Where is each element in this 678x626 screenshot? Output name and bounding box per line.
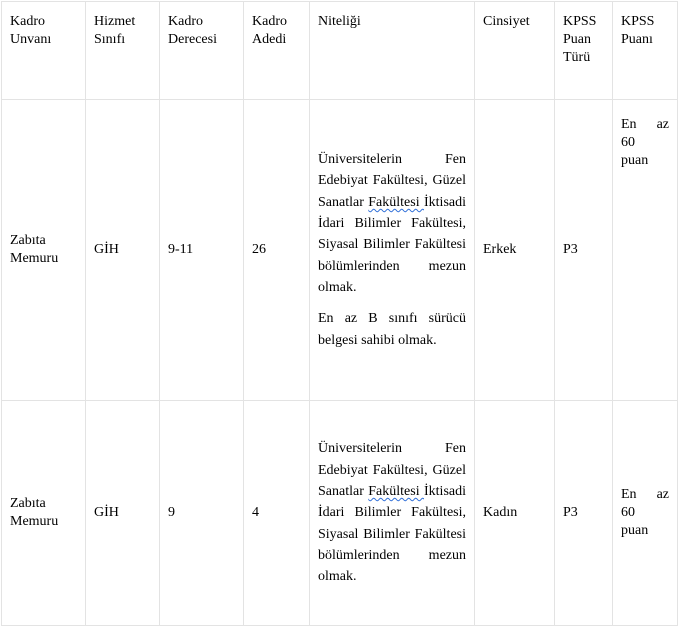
kpss-puani-unit: puan [621,153,649,168]
cell-niteligi [310,401,475,626]
header-cinsiyet: Cinsiyet [475,2,555,100]
header-kpss-puani: KPSS Puanı [613,2,678,100]
kpss-puani-line: En az [621,117,669,132]
kpss-puani-value: 60 [621,505,635,520]
cell-kpss-puan-turu: P3 [555,401,613,626]
kpss-puani-unit: puan [621,523,649,538]
niteligi-text-before: Üniversitelerin Fen Edebiyat Fakültesi, Güzel Sanatlar [318,152,466,210]
table-row [2,401,678,626]
niteligi-paragraph-driver-license: En az B sınıfı sürücü belgesi sahibi olmak. [318,311,466,348]
header-kadro-unvani: Kadro Unvanı [2,2,86,100]
header-hizmet-sinifi: Hizmet Sınıfı [86,2,160,100]
cell-kpss-puan-turu: P3 [555,100,613,401]
kpss-puani-value: 60 [621,135,635,150]
cell-kpss-puani [613,100,678,401]
cell-hizmet-sinifi: GİH [86,100,160,401]
positions-table [1,1,678,626]
cell-hizmet-sinifi: GİH [86,401,160,626]
niteligi-paragraph [318,438,466,587]
header-niteligi: Niteliği [310,2,475,100]
cell-kadro-derecesi: 9-11 [160,100,244,401]
kpss-puani-line: En az [621,487,669,502]
header-kpss-puan-turu: KPSS Puan Türü [555,2,613,100]
cell-cinsiyet: Kadın [475,401,555,626]
niteligi-text-after: İktisadi İdari Bilimler Fakültesi, Siyasal Bilimler Fakültesi bölümlerinden mezun olmak. [318,484,466,585]
header-kadro-derecesi: Kadro Derecesi [160,2,244,100]
cell-kadro-derecesi: 9 [160,401,244,626]
niteligi-paragraph [318,149,466,298]
spellcheck-flagged-word: Fakültesi [368,484,424,500]
cell-cinsiyet: Erkek [475,100,555,401]
cell-kadro-unvani: Zabıta Memuru [2,100,86,401]
niteligi-text-after: İktisadi İdari Bilimler Fakültesi, Siyasal Bilimler Fakültesi bölümlerinden mezun olmak. [318,194,466,295]
niteligi-text-before: Üniversitelerin Fen Edebiyat Fakültesi, Güzel Sanatlar [318,441,466,500]
cell-kadro-adedi: 4 [244,401,310,626]
spellcheck-flagged-word: Fakültesi [368,194,424,210]
table-header-row [2,2,678,100]
cell-kpss-puani [613,401,678,626]
cell-niteligi [310,100,475,401]
cell-kadro-unvani: Zabıta Memuru [2,401,86,626]
header-kadro-adedi: Kadro Adedi [244,2,310,100]
cell-kadro-adedi: 26 [244,100,310,401]
table-row [2,100,678,401]
